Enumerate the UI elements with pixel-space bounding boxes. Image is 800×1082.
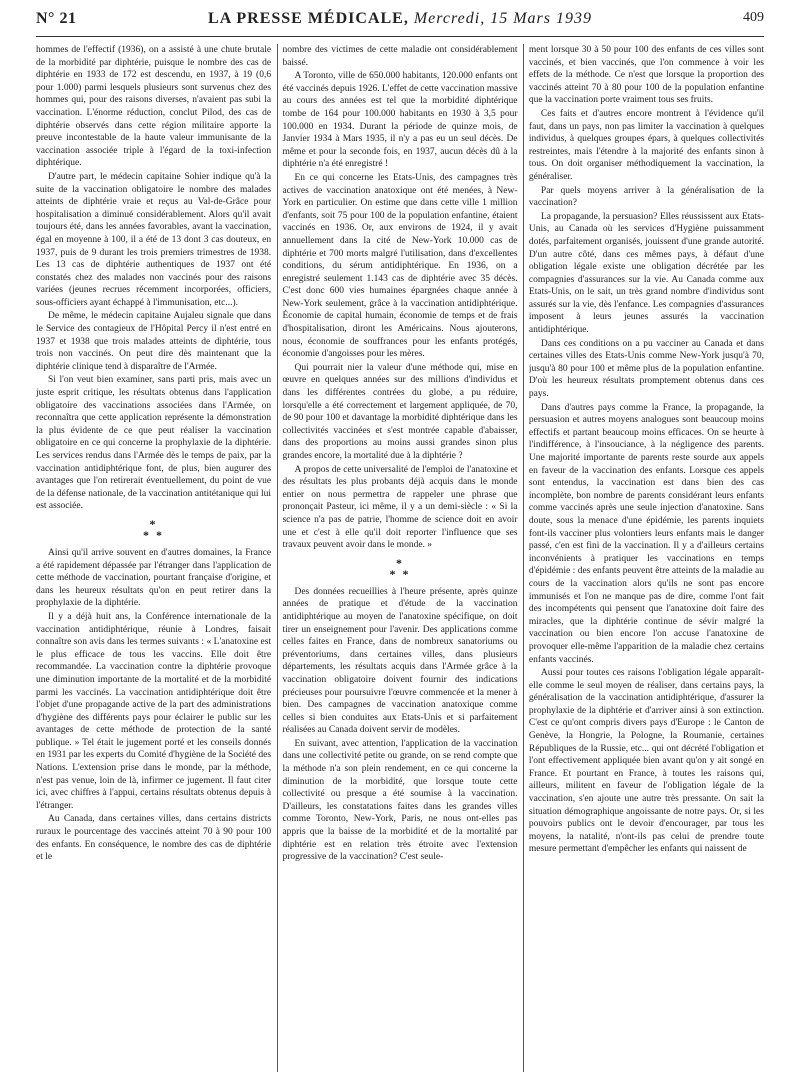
paragraph: De même, le médecin capitaine Aujaleu signale que dans le Service des contagieux de l'Hôpital Percy il n'est entré en 1937 et 1938 que trois malades atteints de diphtérie, tous trois non vaccinés. On peut dire dès maintenant que la diphtérie clinique tend à disparaître de l'Armée.	[36, 311, 272, 372]
column-rule	[271, 44, 282, 1072]
separator-star: *	[149, 516, 158, 531]
column-1	[36, 44, 271, 1072]
masthead	[36, 10, 764, 28]
issue-number: N° 21	[36, 10, 77, 27]
paragraph: Par quels moyens arriver à la généralisation de la vaccination?	[528, 185, 764, 209]
page-number: 409	[743, 10, 764, 25]
paragraph: Qui pourrait nier la valeur d'une méthode qui, mise en œuvre en quelques années sur des millions d'individus et dans les différentes contrées du globe, a pu réduire, lorsqu'elle a été correctement et largement appliquée, de 70, de 90 pour 100 et davantage la morbidité diphtérique dans les collectivités vaccinées et s'est montrée capable d'abaisser, dans des proportions au moins aussi grandes sinon plus grandes encore, la mortalité due à la diphtérie ?	[282, 362, 518, 461]
paragraph: A Toronto, ville de 650.000 habitants, 120.000 enfants ont été vaccinés depuis 1926. L'effet de cette vaccination massive au cours des années est tel que la morbidité diphtérique tombe de 164 pour 100.000 habitants en 1930 à 3,5 pour 100.000 en 1934. Durant la période de quinze mois, de Janvier 1934 à Mars 1935, il n'y a pas eu un seul décès. De même et pour la seconde fois, en 1937, aucun décès dû à la diphtérie n'a été enregistré !	[282, 71, 518, 170]
paragraph: Au Canada, dans certaines villes, dans certains districts ruraux le pourcentage des vaccinés atteint 70 à 90 pour 100 des enfants. En conséquence, le nombre des cas de diphtérie et le	[36, 814, 272, 863]
paragraph: Aussi pour toutes ces raisons l'obligation légale apparaît-elle comme le seul moyen de réaliser, dans certains pays, la généralisation de la vaccination antidiphtérique, d'assurer la prophylaxie de la diphtérie et d'arriver ainsi à son extinction. C'est ce qu'ont compris divers pays d'Europe : le Canton de Genève, la Hongrie, la Pologne, la Roumanie, certaines Républiques de la Russie, etc... qui ont décrété l'obligation et l'ont effectivement appliquée bien avant qu'on y ait songé en France. Et pourtant en France, à toutes les raisons qui, ailleurs, militent en faveur de l'obligation légale de la vaccination, s'en ajoute une autre très pressante. On sait la situation démographique angoissante de notre pays. Or, si les pouvoirs publics ont le devoir d'encourager, par tous les moyens, la natalité, n'ont-ils pas celui de prendre toute mesure permettant d'empêcher les enfants qui naissent de	[528, 668, 764, 855]
paragraph: ment lorsque 30 à 50 pour 100 des enfants de ces villes sont vaccinés, et bien vaccinés, que l'on commence à voir les effets de la méthode. Ce n'est que lorsque la proportion des vaccinés atteint 70 à 80 pour 100 de la population enfantine que la vaccination porte vraiment tous ses fruits.	[528, 45, 764, 106]
paragraph: Dans ces conditions on a pu vacciner au Canada et dans certaines villes des Etats-Unis comme New-York jusqu'à 70, jusqu'à 80 pour 100 et même plus de la population enfantine. D'où les heureux résultats promptement obtenus dans ces pays.	[528, 338, 764, 400]
column-rule	[518, 44, 529, 1072]
section-separator	[36, 516, 271, 542]
paragraph: Il y a déjà huit ans, la Conférence internationale de la vaccination antidiphtérique, réunie à Londres, faisait connaître son avis dans les termes suivants : « L'anatoxine est le plus efficace de tous les vaccins. Elle doit être recommandée. La vaccination contre la diphtérie provoque une diminution importante de la mortalité et de la morbidité parmi les vaccinés. La vaccination antidiphtérique doit être l'objet d'une propagande active de la part des administrations d'hygiène des différents pays pour éclairer le public sur les avantages de cette méthode de protection de la santé publique. » Tel était le jugement porté et les conseils donnés en 1931 par les experts du Comité d'hygiène de la Société des Nations. L'extension prise dans le monde, par la méthode, n'est pas venue, loin de là, infirmer ce jugement. Il faut citer ici, avec chiffres à l'appui, certains résultats obtenus depuis à l'étranger.	[36, 611, 272, 811]
publication-name: LA PRESSE MÉDICALE,	[208, 10, 409, 27]
paragraph: La propagande, la persuasion? Elles réussissent aux Etats-Unis, au Canada où les services d'Hygiène puissamment dotés, parfaitement organisés, jouissent d'une grande autorité. D'un autre côté, dans ces mêmes pays, à défaut d'une obligation légale existe une obligation décrétée par les compagnies d'assurances sur la vie. Au Canada comme aux Etats-Unis, on le sait, un très grand nombre d'individus sont assurés sur la vie, dès l'enfance. Les compagnies d'assurances imposent à leurs jeunes assurés la vaccination antidiphtérique.	[528, 211, 764, 336]
paragraph: En suivant, avec attention, l'application de la vaccination dans une collectivité petite ou grande, on se rend compte que la méthode n'a son plein rendement, en ce qui concerne la diminution de la morbidité, que lorsque toute cette collectivité ou presque a été soumise à la vaccination. D'ailleurs, les constatations faites dans les grandes villes comme Toronto, New-York, Paris, ne nous ont-elles pas appris que la baisse de la morbidité et de la mortalité par diphtérie est en relation très étroite avec l'extension progressive de la vaccination? C'est seule-	[282, 738, 518, 863]
paragraph: hommes de l'effectif (1936), on a assisté à une chute brutale de la morbidité par diphtérie, puisque le nombre des cas de diphtérie en 1933 de 172 est descendu, en 1937, à 19 (0,6 pour 1.000) parmi lesquels plusieurs sont survenus chez des hommes qui, pour des raisons diverses, n'avaient pas subi la vaccination. L'énorme réduction, conclut Pilod, des cas de diphtérie observés dans cette région militaire apporte la preuve incontestable de la haute valeur immunisante de la vaccination associée triple à l'égard de la toxi-infection diphtérique.	[36, 45, 272, 169]
paragraph: nombre des victimes de cette maladie ont considérablement baissé.	[282, 45, 518, 68]
column-3	[529, 44, 764, 1072]
paragraph: Des données recueillies à l'heure présente, après quinze années de pratique et d'étude de la vaccination antidiphtérique au moyen de l'anatoxine spécifique, on doit tirer un enseignement pour l'avenir. Des applications comme celles faites en France, dans de nombreux sanatoriums ou préventoriums, dans certaines villes, dans plusieurs départements, les résultats acquis dans l'Armée grâce à la vaccination obligatoire doivent fournir des indications précieuses pour poursuivre l'œuvre commencée et la mener à bien. Des campagnes de vaccination anatoxique comme celles si bien conduites aux Etats-Unis et si parfaitement réalisées au Canada doivent servir de modèles.	[282, 586, 518, 736]
paragraph: Dans d'autres pays comme la France, la propagande, la persuasion et autres moyens analogues sont beaucoup moins effectifs et partant beaucoup moins efficaces. On se heurte à l'indifférence, à l'insouciance, à la négligence des parents. Une majorité importante de parents reste sourde aux appels en faveur de la vaccination des enfants. Lorsque ces appels sont entendus, la vaccination est dans bien des cas incomplète, bon nombre de parents considérant leurs enfants comme vaccinés après une seule injection d'anatoxine. Sans doute, sous la menace d'une épidémie, les parents inquiets font-ils vacciner plus volontiers leurs enfants mais le danger passé, c'en est fini de la vaccination. Il y a d'ailleurs certains inconvénients à pratiquer les vaccinations en temps d'épidémie : des enfants peuvent être atteints de la maladie au cours de la vaccination alors qu'ils ne sont pas encore immunisés et l'on ne manque pas de dire, comme l'ont fait des incompétents qui pensent que l'anatoxine doit faire des miracles, que la diphtérie continue de sévir malgré la vaccination ou bien encore l'on accuse l'anatoxine de provoquer elle-même l'apparition de la maladie chez certains enfants vaccinés.	[528, 402, 764, 665]
issue-date: Mercredi, 15 Mars 1939	[413, 10, 592, 27]
column-2	[282, 44, 517, 1072]
separator-stars: * *	[389, 566, 411, 581]
paragraph: Ces faits et d'autres encore montrent à l'évidence qu'il faut, dans un pays, non pas limiter la vaccination à quelques individus, à quelques groupes épars, à quelques collectivités restreintes, mais l'étendre à la majorité des enfants sinon à tous. On doit organiser méthodiquement la vaccination, la généraliser.	[528, 108, 764, 182]
separator-star: *	[395, 555, 404, 570]
paragraph: En ce qui concerne les Etats-Unis, des campagnes très actives de vaccination anatoxique ont été menées, à New-York en particulier. On estime que dans cette ville 1 million d'enfants, soit 75 pour 100 de la population enfantine, étaient vaccinés en 1936. Or, aux environs de 1924, il y avait annuellement dans la cité de New-York 10.000 cas de diphtérie et 700 morts malgré l'utilisation, dans d'excellentes conditions, du sérum antidiphtérique. En 1936, on a enregistré seulement 1.143 cas de diphtérie avec 35 décès. C'est donc 600 vies humaines épargnées chaque année à New-York seulement, grâce à la vaccination antidiphtérique. Économie de capital humain, économie de temps et de frais d'hospitalisation, diront les Américains. Nous ajouterons, nous, économie de souffrances pour les enfants protégés, économie d'angoisses pour les mères.	[282, 172, 518, 360]
separator-stars: * *	[143, 527, 165, 542]
page-header	[36, 10, 764, 37]
paragraph: Si l'on veut bien examiner, sans parti pris, mais avec un juste esprit critique, les résultats obtenus dans l'application obligatoire des vaccinations associées dans l'Armée, on reconnaîtra que cette application représente la démonstration la plus évidente de ce que peut réaliser la vaccination obligatoire en ce qui concerne la prophylaxie de la diphtérie. Les services rendus dans l'Armée dès le temps de paix, par la vaccination antidiphtérique font, de plus, bien augurer des avantages que l'on retirerait éventuellement, du point de vue de la défense nationale, de la vaccination antitétanique qui lui est associée.	[36, 375, 272, 512]
article-body	[36, 44, 764, 1072]
paragraph: A propos de cette universalité de l'emploi de l'anatoxine et des résultats les plus probants déjà acquis dans le monde entier on nous permettra de rappeler une phrase que prononçait Pasteur, ici même, il y a un demi-siècle : « Si la science n'a pas de patrie, l'homme de science doit en avoir une et c'est à elle qu'il doit reporter l'influence que ses travaux peuvent avoir dans le monde. »	[282, 464, 518, 551]
section-separator	[282, 555, 517, 581]
paragraph: Ainsi qu'il arrive souvent en d'autres domaines, la France a été rapidement dépassée par l'étranger dans l'application de cette méthode de vaccination, pourtant française d'origine, et dans les heureux résultats qu'on en peut retirer dans la prophylaxie de la diphtérie.	[36, 547, 272, 609]
paragraph: D'autre part, le médecin capitaine Sohier indique qu'à la suite de la vaccination obligatoire le nombre des malades atteints de diphtérie vraie et reçus au Val-de-Grâce pour hospitalisation a diminué considérablement. Alors qu'il avait toujours été, dans les années favorables, avant la vaccination, égal en moyenne à 100, il a été de 13 dont 3 cas douteux, en 1937, puis de 9 durant les trois premiers trimestres de 1938. Les 13 cas de diphtérie authentiques de 1937 ont été constatés chez des malades non vaccinés pour des raisons variées (jeunes recrues récemment incorporées, officiers, sous-officiers ayant échappé à l'immunisation, etc...).	[36, 171, 272, 308]
